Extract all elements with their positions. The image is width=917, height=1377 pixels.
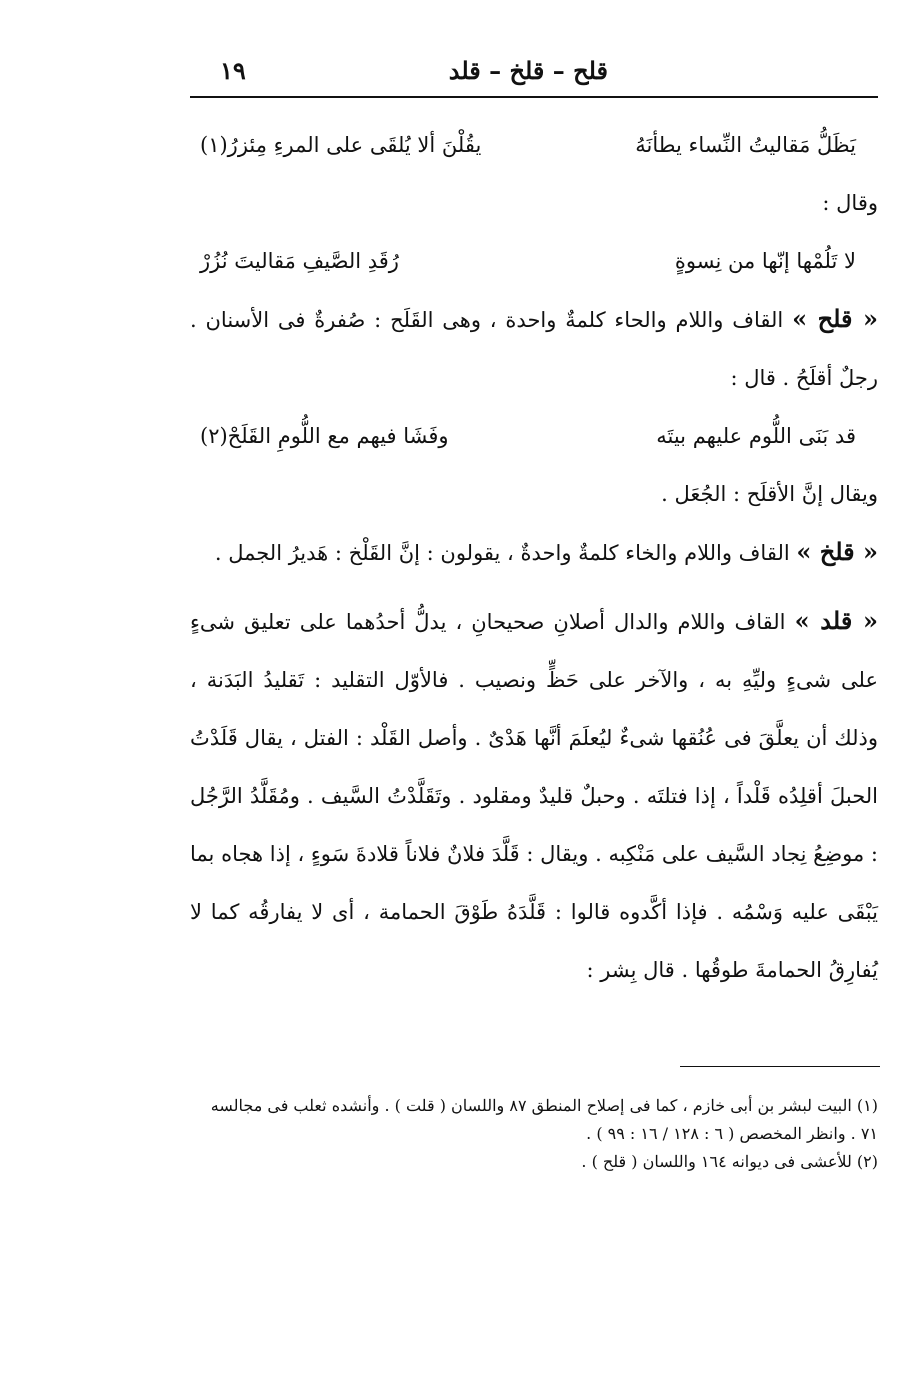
- entry-qalad: [190, 592, 878, 999]
- paragraph: ويقال إنَّ الأقلَح : الجُعَل .: [661, 482, 878, 506]
- footnote-2: (٢) للأعشى فى ديوانه ١٦٤ واللسان ( قلح ) .: [581, 1152, 878, 1171]
- footnote-1: (١) البيت لبشر بن أبى خازم ، كما فى إصلاح المنطق ٨٧ واللسان ( قلت ) . وأنشده ثعلب فى مجالسه ٧١ . وانظر المخصص ( ٦ : ١٢٨ / ١٦ : ٩٩ ) .: [210, 1096, 878, 1143]
- verse-hemistich-first: يَظَلُّ مَقاليتُ النِّساء يطأنَهُ: [635, 133, 856, 157]
- running-title: قلح – قلخ – قلد: [448, 56, 608, 85]
- paragraph: وقال :: [822, 191, 878, 215]
- verse-hemistich-second: رُقَدِ الصَّيفِ مَقاليتَ نُزُرْ: [200, 249, 399, 273]
- entry-text: القاف واللام والخاء كلمةٌ واحدةٌ ، يقولون : إنَّ القَلْخ : هَديرُ الجمل .: [214, 541, 790, 565]
- headword: « قلد »: [794, 606, 878, 635]
- headword: « قلح »: [792, 304, 878, 333]
- spacer: [190, 582, 878, 592]
- verse-line: [190, 407, 878, 465]
- verse-hemistich-second: يقُلْنَ ألا يُلقَى على المرءِ مِئزرُ(١): [200, 133, 482, 157]
- page-body: [190, 116, 878, 999]
- page-header: [190, 52, 878, 92]
- verse-line: [190, 116, 878, 174]
- header-rule: [190, 96, 878, 98]
- footnote-rule: [680, 1066, 880, 1067]
- entry-qalah: [190, 290, 878, 407]
- page-number: ١٩: [220, 56, 246, 85]
- verse-hemistich-second: وفَشَا فيهم مع اللُّومِ القَلَحْ(٢): [200, 424, 449, 448]
- verse-hemistich-first: لا تَلُمْها إنّها من نِسوةٍ: [674, 249, 856, 273]
- entry-text: القاف واللام والحاء كلمةٌ واحدة ، وهى القَلَح : صُفرةٌ فى الأسنان . رجلٌ أقلَحُ . قال :: [190, 308, 878, 390]
- headword: « قلخ »: [796, 537, 878, 566]
- footnotes: [190, 1092, 878, 1176]
- entry-text: القاف واللام والدال أصلانِ صحيحانِ ، يدلُّ أحدُهما على تعليق شىءٍ على شىءٍ وليِّهِ به ، والآخر على حَظٍّ ونصيب . فالأوّل التقليد : تَقليدُ البَدَنة ، وذلك أن يعلَّقَ فى عُنُقها شىءٌ ليُعلَمَ أنَّها هَدْىٌ . وأصل القَلْد : الفتل ، يقال قَلَدْتُ الحبلَ أقلِدُه قَلْداً ، إذا فتلتَه . وحبلٌ قليدٌ ومقلود . وتَقَلَّدْتُ السَّيف . ومُقَلَّدُ الرَّجُل : موضِعُ نِجاد السَّيف على مَنْكِبه . ويقال : قَلَّدَ فلانٌ فلاناً قلادةَ سَوءٍ ، إذا هجاه بما يَبْقَى عليه وَسْمُه . فإذا أكَّدوه قالوا : قَلَّدَهُ طَوْقَ الحمامة ، أى لا يفارقُه كما لا يُفارِقُ الحمامةَ طوقُها . قال بِشر :: [190, 610, 878, 982]
- verse-hemistich-first: قد بَنَى اللُّوم عليهم بيتَه: [656, 424, 856, 448]
- entry-qalakh: [190, 523, 878, 582]
- verse-line: [190, 232, 878, 290]
